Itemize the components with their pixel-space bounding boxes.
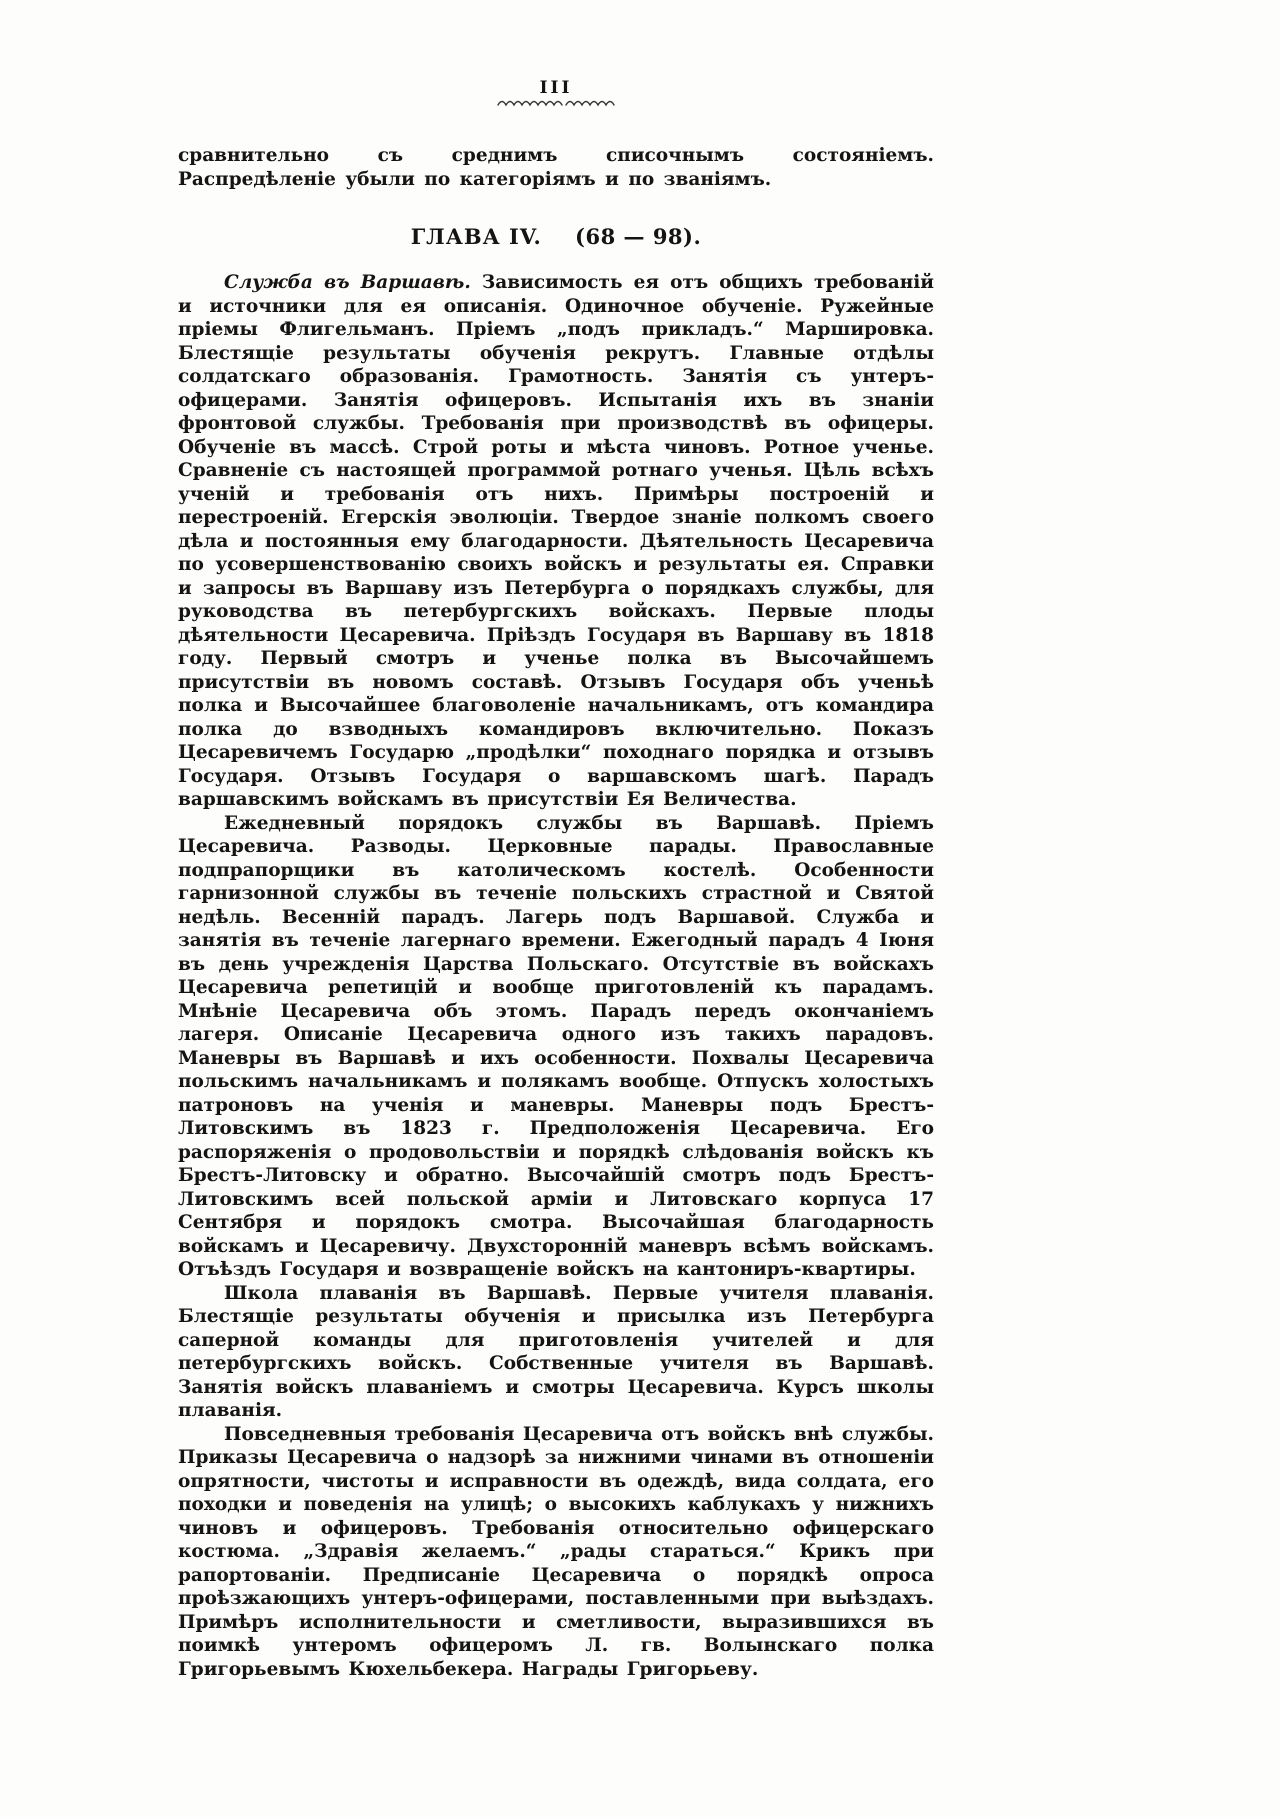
paragraph-text: Зависимость ея отъ общихъ требованій и источники для ея описанія. Одиночное обученіе. Ружейные пріемы Флигельманъ. Пріемъ „подъ прикладъ.“ Маршировка. Блестящіе результаты обученія рекрутъ. Главные отдѣлы солдатскаго образованія. Грамотность. Занятія съ унтеръ-офицерами. Занятія офицеровъ. Испытанія ихъ въ знаніи фронтовой службы. Требованія при производствѣ въ офицеры. Обученіе въ массѣ. Строй роты и мѣста чиновъ. Ротное ученье. Сравненіе съ настоящей программой ротнаго ученья. Цѣль всѣхъ ученій и требованія отъ нихъ. Примѣры построеній и перестроеній. Егерскія эволюціи. Твердое знаніе полкомъ своего дѣла и постоянныя ему благодарности. Дѣятельность Цесаревича по усовершенствованію своихъ войскъ и результаты ея. Справки и запросы въ Варшаву изъ Петербурга о порядкахъ службы, для руководства въ петербургскихъ войскахъ. Первые плоды дѣятельности Цесаревича. Пріѣздъ Государя въ Варшаву въ 1818 году. Первый смотръ и ученье полка въ Высочайшемъ присутствіи въ новомъ составѣ. Отзывъ Государя объ ученьѣ полка и Высочайшее благоволеніе начальникамъ, отъ командира полка до взводныхъ командировъ включительно. Показъ Цесаревичемъ Государю „продѣлки“ походнаго порядка и отзывъ Государя. Отзывъ Государя о варшавскомъ шагѣ. Парадъ варшавскимъ войскамъ въ присутствіи Ея Величества. — [178, 272, 934, 810]
intro-paragraph: сравнительно съ среднимъ списочнымъ состояніемъ. Распредѣленіе убыли по категоріямъ и по званіямъ. — [178, 145, 934, 190]
chapter-page-range: (68 — 98). — [575, 224, 702, 249]
paragraph-text: Повседневныя требованія Цесаревича отъ войскъ внѣ службы. Приказы Цесаревича о надзорѣ за нижними чинами въ отношеніи опрятности, чистоты и исправности въ одеждѣ, вида солдата, его походки и поведенія на улицѣ; о высокихъ каблукахъ у нижнихъ чиновъ и офицеровъ. Требованія относительно офицерскаго костюма. „Здравія желаемъ.“ „рады стараться.“ Крикъ при рапортованіи. Предписаніе Цесаревича о порядкѣ опроса проѣзжающихъ унтеръ-офицерами, поставленными при выѣздахъ. Примѣръ исполнительности и сметливости, выразившихся въ поимкѣ унтеромъ офицеромъ Л. гв. Волынскаго полка Григорьевымъ Кюхельбекера. Награды Григорьеву. — [178, 1423, 934, 1680]
squiggle-ornament — [496, 99, 616, 108]
paragraph-text: Ежедневный порядокъ службы въ Варшавѣ. Пріемъ Цесаревича. Разводы. Церковные парады. Православные подпрапорщики въ католическомъ костелѣ. Особенности гарнизонной службы въ теченіе польскихъ страстной и Святой недѣль. Весенній парадъ. Лагерь подъ Варшавой. Служба и занятія въ теченіе лагернаго времени. Ежегодный парадъ 4 Іюня въ день учрежденія Царства Польскаго. Отсутствіе въ войскахъ Цесаревича репетицій и вообще приготовленій къ парадамъ. Мнѣніе Цесаревича объ этомъ. Парадъ передъ окончаніемъ лагеря. Описаніе Цесаревича одного изъ такихъ парадовъ. Маневры въ Варшавѣ и ихъ особенности. Похвалы Цесаревича польскимъ начальникамъ и полякамъ вообще. Отпускъ холостыхъ патроновъ на ученія и маневры. Маневры подъ Брестъ-Литовскимъ въ 1823 г. Предположенія Цесаревича. Его распоряженія о продовольствіи и порядкѣ слѣдованія войскъ къ Брестъ-Литовску и обратно. Высочайшій смотръ подъ Брестъ-Литовскимъ всей польской арміи и Литовскаго корпуса 17 Сентября и порядокъ смотра. Высочайшая благодарность войскамъ и Цесаревичу. Двухсторонній маневръ всѣмъ войскамъ. Отъѣздъ Государя и возвращеніе войскъ на кантониръ-квартиры. — [178, 812, 934, 1280]
chapter-heading — [178, 224, 934, 249]
summary-paragraph — [178, 271, 934, 812]
summary-paragraph — [178, 1282, 934, 1423]
page-number: III — [539, 78, 573, 98]
summary-paragraph — [178, 1423, 934, 1682]
chapter-title: ГЛАВА IV. — [410, 224, 542, 249]
summary-paragraph — [178, 812, 934, 1282]
paragraph-lead: Служба въ Варшавѣ. — [224, 272, 471, 293]
paragraph-text: Школа плаванія въ Варшавѣ. Первые учителя плаванія. Блестящіе результаты обученія и присылка изъ Петербурга саперной команды для приготовленія учителей и для петербургскихъ войскъ. Собственные учителя въ Варшавѣ. Занятія войскъ плаваніемъ и смотры Цесаревича. Курсъ школы плаванія. — [178, 1282, 934, 1421]
text-column — [178, 80, 934, 1681]
